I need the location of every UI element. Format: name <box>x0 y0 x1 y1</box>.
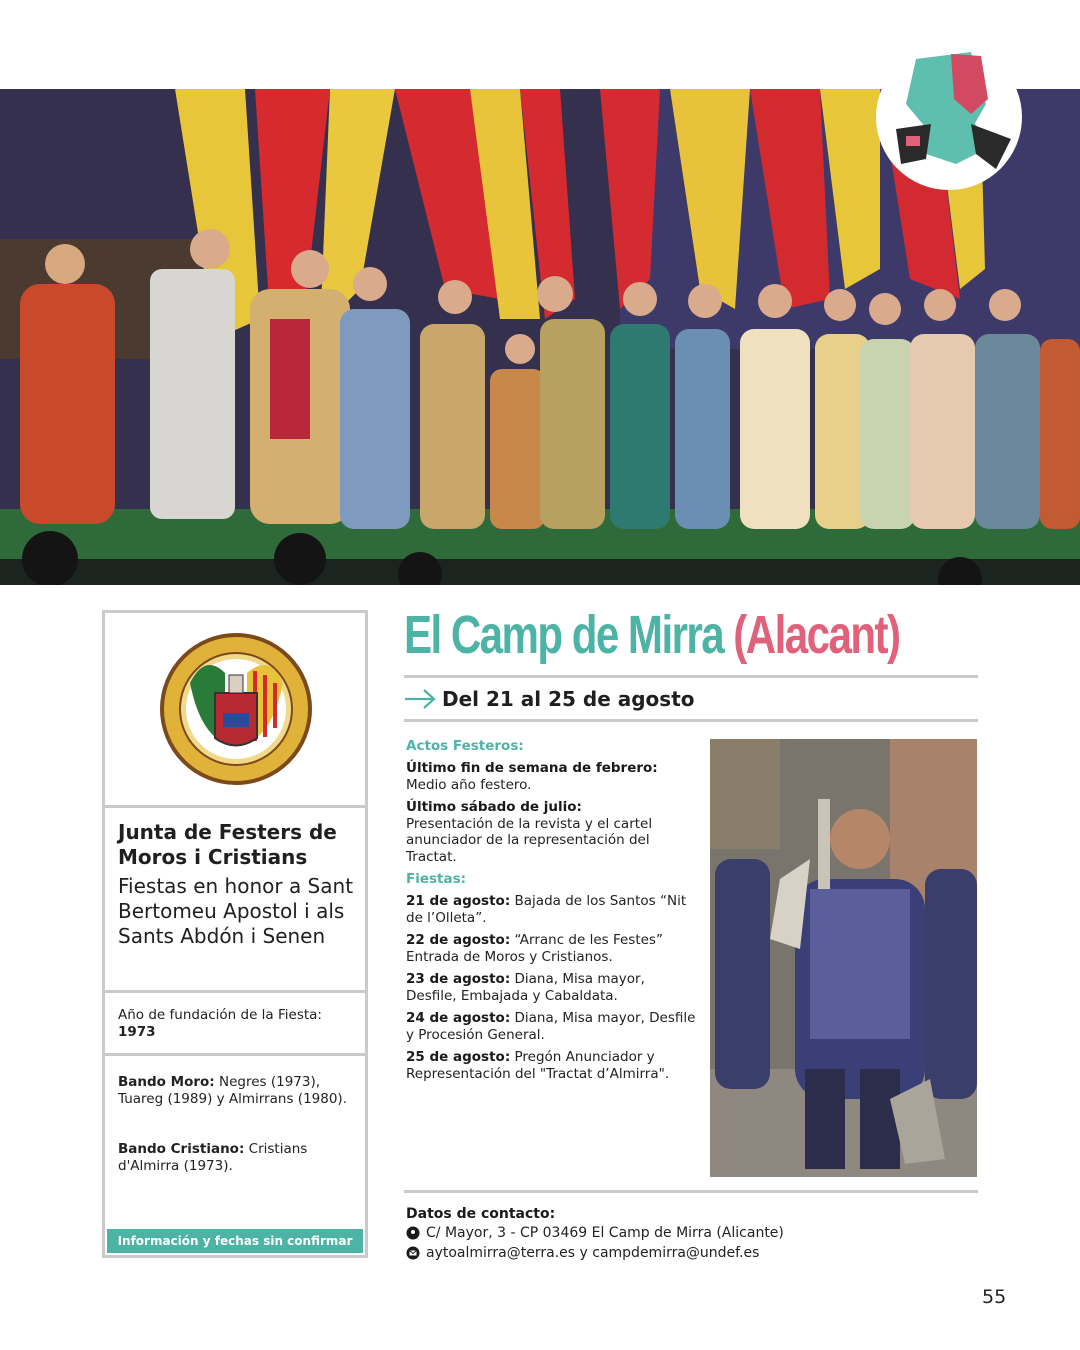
item-label: Último sábado de julio: <box>406 799 582 815</box>
list-item <box>406 1010 696 1043</box>
organization-panel <box>105 808 365 993</box>
title-province: (Alacant) <box>733 605 900 665</box>
list-item <box>406 799 696 865</box>
item-text: Presentación de la revista y el cartel anunciador de la representación del Tractat. <box>406 815 653 865</box>
divider <box>404 1190 978 1193</box>
list-item <box>406 893 696 926</box>
item-text: Bajada de los Santos “Nit de l’Olleta”. <box>406 893 687 926</box>
foundation-year: 1973 <box>118 1024 156 1040</box>
unconfirmed-note: Información y fechas sin confirmar <box>107 1229 363 1253</box>
item-label: Último fin de semana de febrero: <box>406 760 658 776</box>
actos-heading: Actos Festeros: <box>406 738 524 754</box>
foundation-text <box>118 1007 353 1041</box>
address-text: C/ Mayor, 3 - CP 03469 El Camp de Mirra (Alicante) <box>426 1225 784 1241</box>
bando-cristiano-value: Cristians d'Almirra (1973). <box>118 1141 308 1174</box>
info-card <box>102 610 368 1258</box>
junta-festers-seal-logo <box>105 613 365 805</box>
bandos-panel <box>105 1056 365 1226</box>
festival-description: Fiestas en honor a Sant Bertomeu Apostol i als Sants Abdón i Senen <box>118 874 354 948</box>
item-text: Medio año festero. <box>406 776 532 793</box>
bando-moro <box>118 1074 353 1108</box>
bando-moro-label: Bando Moro: <box>118 1074 215 1090</box>
organization-name: Junta de Festers de Moros i Cristians <box>118 820 337 869</box>
contact-section <box>406 1205 976 1263</box>
arrow-right-icon <box>404 688 436 710</box>
date-range <box>404 683 695 715</box>
email-text[interactable]: aytoalmirra@terra.es y campdemirra@undef.es <box>426 1245 760 1261</box>
email-icon <box>406 1246 420 1260</box>
page-title <box>404 600 899 670</box>
events-list <box>406 738 696 1088</box>
section-emblem-icon <box>876 44 1022 190</box>
email-row <box>406 1243 976 1263</box>
item-label: 24 de agosto: <box>406 1010 511 1026</box>
address-row <box>406 1223 976 1243</box>
foundation-label: Año de fundación de la Fiesta: <box>118 1007 322 1023</box>
logo-panel <box>105 613 365 808</box>
bando-moro-value: Negres (1973), Tuareg (1989) y Almirrans (1980). <box>118 1074 347 1107</box>
item-text: Pregón Anunciador y Representación del "Tractat d’Almirra". <box>406 1049 670 1082</box>
bando-cristiano-label: Bando Cristiano: <box>118 1141 245 1157</box>
list-item <box>406 932 696 965</box>
parade-photo <box>710 739 977 1177</box>
location-pin-icon <box>406 1226 420 1240</box>
fiestas-heading: Fiestas: <box>406 871 467 887</box>
divider <box>404 675 978 678</box>
item-label: 21 de agosto: <box>406 893 511 909</box>
divider <box>404 719 978 722</box>
list-item <box>406 1049 696 1082</box>
title-city: El Camp de Mirra <box>404 605 724 665</box>
item-label: 22 de agosto: <box>406 932 511 948</box>
list-item <box>406 760 696 793</box>
item-label: 25 de agosto: <box>406 1049 511 1065</box>
item-text: “Arranc de les Festes” Entrada de Moros y Cristianos. <box>406 932 663 965</box>
list-item <box>406 971 696 1004</box>
foundation-panel <box>105 993 365 1056</box>
page-number: 55 <box>982 1286 1007 1308</box>
item-label: 23 de agosto: <box>406 971 511 987</box>
bando-cristiano <box>118 1141 353 1175</box>
contact-label: Datos de contacto: <box>406 1206 556 1222</box>
date-range-text: Del 21 al 25 de agosto <box>442 687 695 711</box>
item-text: Diana, Misa mayor, Desfile, Embajada y Cabaldata. <box>406 971 645 1004</box>
item-text: Diana, Misa mayor, Desfile y Procesión General. <box>406 1010 696 1043</box>
